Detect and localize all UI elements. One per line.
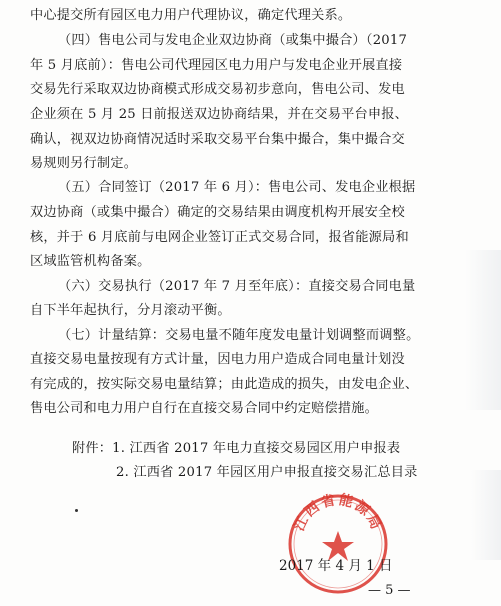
body-line: 核，并于 6 月底前与电网企业签订正式交易合同，报省能源局和 xyxy=(30,230,409,245)
bleed-through-shadow xyxy=(465,250,501,410)
attachment-item-1: 1. 江西省 2017 年电力直接交易园区用户申报表 xyxy=(112,441,401,456)
body-line: 有完成的，按实际交易电量结算；由此造成的损失，由发电企业、 xyxy=(30,377,419,392)
attachment-item-2: 2. 江西省 2017 年园区用户申报直接交易汇总目录 xyxy=(116,465,418,480)
body-line: 交易先行采取双边协商模式形成交易初步意向，售电公司、发电 xyxy=(30,82,405,97)
section-heading-six: （六）交易执行（2017 年 7 月至年底）：直接交易合同电量 xyxy=(58,279,416,294)
body-line: 区域监管机构备案。 xyxy=(30,254,151,269)
body-line: 企业须在 5 月 25 日前报送双边协商结果，并在交易平台申报、 xyxy=(30,107,409,122)
seal-text: 江西省能源局 xyxy=(291,491,385,534)
page-number: — 5 — xyxy=(368,583,411,598)
svg-text:江西省能源局 xyxy=(291,491,385,535)
body-line: 中心提交所有园区电力用户代理协议，确定代理关系。 xyxy=(30,8,352,23)
body-line: 年 5 月底前）：售电公司代理园区电力用户与发电企业开展直接 xyxy=(30,58,403,73)
attachments-label: 附件： xyxy=(72,441,113,456)
section-heading-five: （五）合同签订（2017 年 6 月）：售电公司、发电企业根据 xyxy=(58,180,416,195)
body-line: 双边协商（或集中撮合）确定的交易结果由调度机构开展安全校 xyxy=(30,205,405,220)
body-line: 自下半年起执行，分月滚动平衡。 xyxy=(30,303,231,318)
section-heading-seven: （七）计量结算：交易电量不随年度发电量计划调整而调整。 xyxy=(58,328,420,343)
section-heading-four: （四）售电公司与发电企业双边协商（或集中撮合）（2017 xyxy=(58,33,408,48)
body-line: 易规则另行制定。 xyxy=(30,156,138,171)
document-date: 2017 年 4 月 1 日 xyxy=(279,558,393,574)
body-line: 直接交易电量按现有方式计量，因电力用户造成合同电量计划没 xyxy=(30,352,405,367)
ink-dot xyxy=(75,509,78,512)
bleed-through-shadow xyxy=(471,470,501,560)
body-line: 售电公司和电力用户自行在直接交易合同中约定赔偿措施。 xyxy=(30,401,379,416)
attachments-block xyxy=(72,439,400,459)
body-line: 确认，视双边协商情况适时采取交易平台集中撮合，集中撮合交 xyxy=(30,132,405,147)
